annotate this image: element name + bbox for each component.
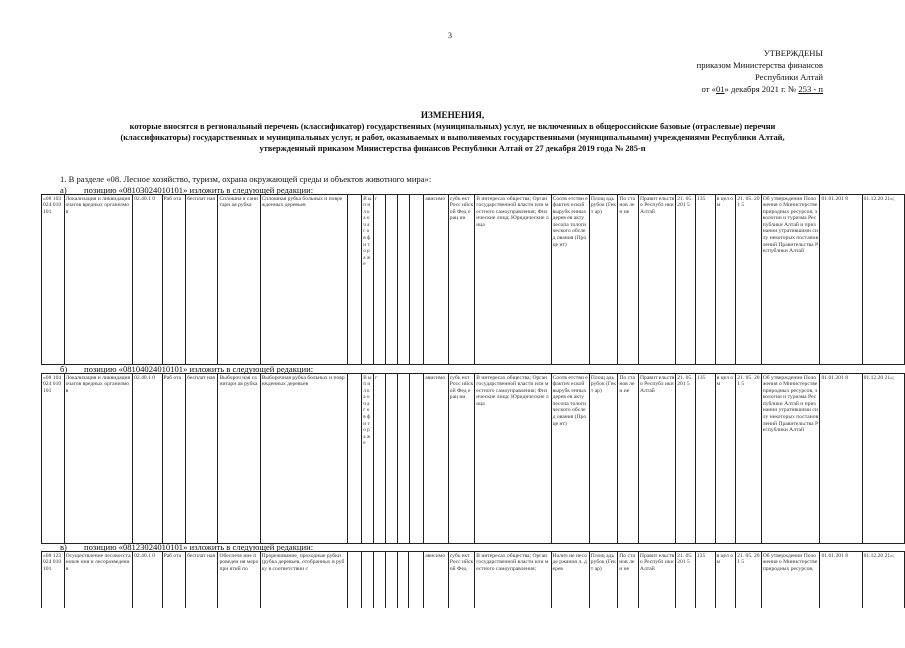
- table-cell: г: [374, 374, 386, 544]
- table-cell: 21. 05. 201 5: [676, 552, 696, 614]
- table-cell: 02.40.1 0: [133, 195, 162, 365]
- table-cell: бесплат ная: [186, 552, 218, 614]
- table-cell: По ста нов лен ие: [618, 552, 639, 614]
- table-cell: 21. 05. 201 5: [736, 374, 762, 544]
- register-table-c: [41, 551, 905, 614]
- table-cell: в цел ом: [715, 195, 736, 365]
- approval-date-line: [697, 83, 823, 95]
- table-cell: В интересах общества; Орган государственной власти или местного самоуправления;: [475, 552, 551, 614]
- date-mid: » декабря 2021 г. №: [724, 84, 797, 94]
- table-cell: [409, 374, 424, 544]
- table-cell: [347, 195, 362, 365]
- table-cell: г: [374, 195, 386, 365]
- table-cell: в цел ом: [715, 552, 736, 614]
- table-cell: Обеспече ние проведен ия меропри ятий по: [218, 552, 260, 614]
- table-cell: Правит ельство Республ ики Алтай: [638, 374, 675, 544]
- table-cell: В ы п и л к а о ч а г о в ф и т о р а ж е: [362, 374, 374, 544]
- table-cell: «08 123 024 010 101: [42, 552, 65, 614]
- table-cell: Раб ота: [162, 195, 186, 365]
- page-bottom-edge: [0, 608, 905, 648]
- approval-line-3: Республики Алтай: [754, 72, 823, 82]
- table-cell: Налич ие несоде ржания л. дерев: [551, 552, 589, 614]
- table-cell: По ста нов лен ие: [618, 195, 639, 365]
- table-cell: Площ адь рубок (Гект ар): [589, 552, 617, 614]
- order-number: 253 - п: [798, 84, 823, 94]
- table-cell: [374, 552, 386, 614]
- approval-stamp: [697, 47, 823, 95]
- table-cell: 135: [695, 552, 715, 614]
- table-cell: [409, 195, 424, 365]
- table-cell: субъ ект Росс ийск ой Фед: [448, 552, 475, 614]
- table-cell: 01.12.20 21»;: [862, 195, 904, 365]
- table-cell: [347, 374, 362, 544]
- title-line-1: которые вносятся в региональный перечень (классификатор) государственных (муниципальных) услуг, не включенных в общероссийские базовые (отраслевые) перечни: [129, 122, 776, 131]
- section-intro: 1. В разделе «08. Лесное хозяйство, туризм, охрана окружающей среды и объектов животного мира»:: [60, 174, 432, 184]
- table-cell: 135: [695, 374, 715, 544]
- table-cell: 21. 05. 201 5: [676, 195, 696, 365]
- table-cell: субъ ект Росс ийск ой Фед ерац ии: [448, 374, 475, 544]
- table-cell: [397, 374, 409, 544]
- table-cell: Раб ота: [162, 374, 186, 544]
- table-cell: Площ адь рубок (Гект ар): [589, 374, 617, 544]
- table-cell: Сплошная рубка больных и поврежденных деревьев: [260, 195, 347, 365]
- table-row: [42, 374, 905, 544]
- table-cell: бесплат ная: [186, 195, 218, 365]
- table-cell: Площ адь рубок (Гект ар): [589, 195, 617, 365]
- table-cell: [347, 552, 362, 614]
- table-cell: 135: [695, 195, 715, 365]
- table-cell: В интересах общества; Орган государственной власти или местного самоуправления; Физические лица; Юридические лица: [475, 374, 551, 544]
- title-line-3: утвержденный приказом Министерства финансов Республики Алтай от 27 декабря 2019 года № 285-п: [259, 144, 646, 153]
- table-cell: Об утверждении Положения о Министерстве природных ресурсов, экологии и туризма Республики Алтай и признании утратившими силу некоторых постановлений Правительства Республики Алтай: [761, 195, 820, 365]
- register-table-b: [41, 373, 905, 544]
- table-cell: субъ ект Росс ийск ой Фед ерац ии: [448, 195, 475, 365]
- table-cell: Прореживание, проходные рубки (рубка деревьев, отобранных в рубку в соответствии с: [260, 552, 347, 614]
- table-cell: в цел ом: [715, 374, 736, 544]
- table-cell: Локализация и ликвидация очагов вредных организмов: [64, 195, 132, 365]
- item-letter: а): [60, 185, 67, 195]
- table-cell: В ы п и л к а о ч а г о в ф и т о р а ж е: [362, 195, 374, 365]
- table-cell: 21. 05. 201 5: [736, 195, 762, 365]
- document-title: [0, 109, 905, 154]
- date-day: 01: [715, 84, 725, 94]
- table-cell: 21. 05. 201 5: [676, 374, 696, 544]
- register-table-a: [41, 194, 905, 365]
- table-cell: [385, 195, 397, 365]
- table-row: [42, 195, 905, 365]
- table-cell: 02.40.1 0: [133, 552, 162, 614]
- table-cell: 01.01.201 8: [820, 195, 862, 365]
- table-cell: Раб ота: [162, 552, 186, 614]
- table-cell: 01.01.201 8: [820, 374, 862, 544]
- table-cell: [397, 552, 409, 614]
- table-cell: Выборочная рубка больных и поврежденных деревьев: [260, 374, 347, 544]
- item-letter: б): [60, 364, 68, 374]
- table-cell: «08 104 024 010 101: [42, 374, 65, 544]
- table-cell: Осуществление лесовосстановле ния и лесоразведения: [64, 552, 132, 614]
- item-text: позицию «08123024010101» изложить в следующей редакции:: [84, 542, 314, 552]
- table-cell: [385, 374, 397, 544]
- title-heading: ИЗМЕНЕНИЯ,: [420, 110, 485, 120]
- table-cell: ависимо: [424, 195, 449, 365]
- title-line-2: (классификаторы) государственных и муниципальных услуг, и работ, оказываемых и выполняемых государственными (муниципальными) учреждениями Республики Алтай,: [120, 133, 785, 142]
- table-cell: Соотв етстви е фактич еской вырубк енных дерев ев акту лесопа тологи ческого обслед ования (Проце нт): [551, 195, 589, 365]
- table-cell: Сплошна я санитарн ая рубка: [218, 195, 260, 365]
- table-cell: «08 103 024 010 101: [42, 195, 65, 365]
- table-cell: ависимо: [424, 552, 449, 614]
- table-cell: бесплат ная: [186, 374, 218, 544]
- table-cell: 01.12.20 21»;: [862, 552, 904, 614]
- table-cell: Об утверждении Положения о Министерстве природных ресурсов,: [761, 552, 820, 614]
- table-cell: ависимо: [424, 374, 449, 544]
- table-cell: Правит ельство Республ ики Алтай: [638, 552, 675, 614]
- item-letter: в): [60, 542, 67, 552]
- item-text: позицию «08104024010101» изложить в следующей редакции:: [84, 364, 314, 374]
- table-cell: 01.01.201 8: [820, 552, 862, 614]
- table-cell: Выбороч ная санитарн ая рубка: [218, 374, 260, 544]
- table-cell: [409, 552, 424, 614]
- table-cell: 21. 05. 201 5: [736, 552, 762, 614]
- table-cell: Правит ельство Республ ики Алтай: [639, 195, 676, 365]
- table-cell: 02.40.1 0: [133, 374, 162, 544]
- table-cell: Соотв етстви е фактич еской вырубк енных дерев ев акту лесопа тологи ческого обслед ования (Проце нт): [551, 374, 589, 544]
- table-cell: Локализация и ликвидация очагов вредных организмов: [64, 374, 132, 544]
- item-text: позицию «08103024010101» изложить в следующей редакции:: [84, 185, 314, 195]
- approval-line-1: УТВЕРЖДЕНЫ: [763, 48, 823, 58]
- date-prefix: от «: [701, 84, 716, 94]
- table-cell: По ста нов лен ие: [618, 374, 639, 544]
- table-cell: Об утверждении Положения о Министерстве природных ресурсов, экологии и туризма Республики Алтай и признании утратившими силу некоторых постановлений Правительства Республики Алтай: [761, 374, 820, 544]
- table-row: [42, 552, 905, 614]
- table-cell: [397, 195, 409, 365]
- table-cell: [362, 552, 374, 614]
- page-number: 3: [448, 31, 452, 40]
- table-cell: [385, 552, 397, 614]
- approval-line-2: приказом Министерства финансов: [696, 60, 823, 70]
- table-cell: В интересах общества; Орган государственной власти или местного самоуправления; Физические лица; Юридические лица: [475, 195, 551, 365]
- table-cell: 01.12.20 21»;: [862, 374, 904, 544]
